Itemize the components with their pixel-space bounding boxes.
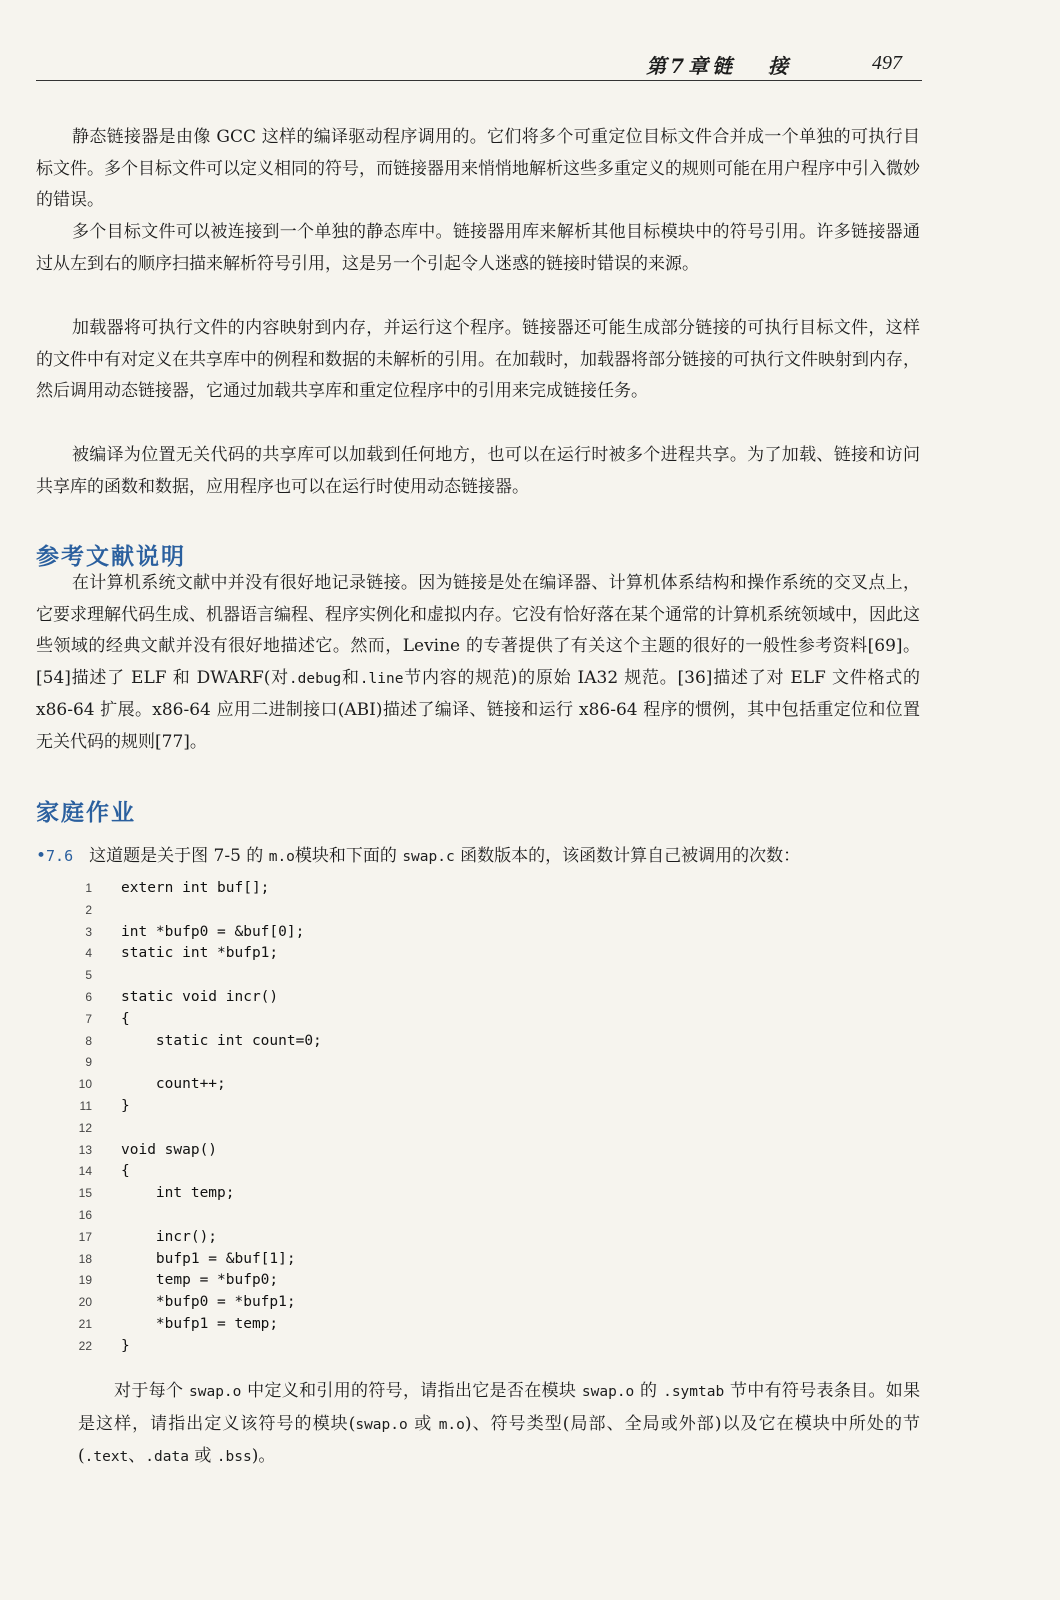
code-text: temp = *bufp0; — [121, 1272, 279, 1289]
exercise-bullet: • — [36, 846, 47, 866]
code-text: static int count=0; — [121, 1032, 322, 1049]
followup-text: )。 — [251, 1446, 276, 1466]
summary-paragraph: 多个目标文件可以被连接到一个单独的静态库中。链接器用库来解析其他目标模块中的符号引用。许多链接器通过从左到右的顺序扫描来解析符号引用，这是另一个引起令人迷惑的链接时错误的来源。 — [36, 222, 920, 274]
code-line — [72, 1118, 772, 1140]
summary-paragraph: 加载器将可执行文件的内容映射到内存，并运行这个程序。链接器还可能生成部分链接的可执行目标文件，这样的文件中有对定义在共享库中的例程和数据的未解析的引用。在加载时，加载器将部分链接的可执行文件映射到内存，然后调用动态链接器，它通过加载共享库和重定位程序中的引用来完成链接任务。 — [36, 318, 920, 401]
followup-text: 或 — [194, 1446, 212, 1466]
line-number: 15 — [78, 1186, 92, 1201]
inline-code: swap.o — [189, 1384, 242, 1400]
summary-paragraph: 被编译为位置无关代码的共享库可以加载到任何地方，也可以在运行时被多个进程共享。为了加载、链接和访问共享库的函数和数据，应用程序也可以在运行时使用动态链接器。 — [36, 445, 920, 497]
chapter-label: 第7章 — [646, 54, 712, 78]
code-line — [72, 1249, 772, 1271]
inline-code: .text — [84, 1449, 129, 1465]
exercise-followup — [78, 1376, 920, 1474]
code-line — [72, 1292, 772, 1314]
line-number: 6 — [85, 989, 92, 1004]
code-line — [72, 1031, 772, 1053]
code-line — [72, 922, 772, 944]
code-line — [72, 1227, 772, 1249]
code-text: } — [121, 1097, 130, 1114]
code-line — [72, 1270, 772, 1292]
bib-text: 和 — [341, 667, 360, 688]
code-text: { — [121, 1010, 130, 1027]
line-number: 14 — [78, 1164, 92, 1179]
code-text: incr(); — [121, 1228, 218, 1245]
inline-code: .debug — [288, 670, 342, 687]
followup-text: 中定义和引用的符号，请指出它是否在模块 — [247, 1381, 577, 1401]
line-number: 21 — [78, 1316, 92, 1331]
code-line — [72, 1140, 772, 1162]
bib-text: 节内容的规范)的原始 IA32 规范。[36]描述了对 ELF 文件格式的 x86-64 扩展。x86-64 应用二进制接口(ABI)描述了编译、链接和运行 x86-64 程序的惯例，其中包括重定位和位置无关代码的规则[77]。 — [36, 667, 921, 752]
inline-code: m.o — [268, 849, 295, 865]
code-line — [72, 1336, 772, 1358]
line-number: 1 — [85, 881, 92, 895]
code-text: bufp1 = &buf[1]; — [121, 1250, 296, 1267]
line-number: 19 — [78, 1273, 92, 1288]
inline-code: .line — [359, 670, 404, 687]
code-line — [72, 1183, 772, 1205]
line-number: 2 — [85, 902, 92, 917]
followup-text: 的 — [640, 1381, 658, 1401]
inline-code: .bss — [216, 1449, 252, 1465]
code-text: *bufp0 = *bufp1; — [121, 1294, 296, 1311]
exercise-prompt — [36, 842, 920, 871]
followup-text: 或 — [414, 1413, 433, 1434]
exercise-text: 函数版本的，该函数计算自己被调用的次数： — [460, 846, 801, 866]
summary-paragraph: 静态链接器是由像 GCC 这样的编译驱动程序调用的。它们将多个可重定位目标文件合并成一个单独的可执行目标文件。多个目标文件可以定义相同的符号，而链接器用来悄悄地解析这些多重定义的规则可能在用户程序中引入微妙的错误。 — [36, 127, 920, 210]
line-number: 16 — [78, 1207, 92, 1222]
code-line — [72, 878, 772, 900]
line-number: 13 — [78, 1142, 92, 1157]
exercise-number: 7.6 — [46, 847, 74, 865]
code-text: extern int buf[]; — [121, 880, 270, 896]
code-line — [72, 1074, 772, 1096]
line-number: 17 — [78, 1229, 92, 1244]
inline-code: .data — [145, 1449, 189, 1465]
code-text: *bufp1 = temp; — [121, 1315, 279, 1332]
page-number: 497 — [872, 52, 902, 74]
followup-text: )、符号类型(局部、全局或外部)以及它在模块中所处的节( — [78, 1413, 920, 1466]
code-listing — [72, 878, 772, 1358]
inline-code: swap.o — [581, 1384, 635, 1400]
line-number: 11 — [79, 1098, 92, 1113]
line-number: 18 — [78, 1251, 92, 1266]
code-text: void swap() — [121, 1141, 218, 1158]
code-line — [72, 943, 772, 965]
line-number: 20 — [78, 1295, 92, 1310]
line-number: 10 — [78, 1077, 92, 1092]
code-line — [72, 1009, 772, 1031]
code-text: { — [121, 1163, 130, 1180]
code-text: int temp; — [121, 1185, 235, 1202]
chapter-title: 链接 — [712, 54, 824, 78]
exercise-text: 这道题是关于图 7-5 的 — [89, 846, 264, 866]
line-number: 9 — [85, 1055, 92, 1070]
inline-code: m.o — [438, 1416, 465, 1433]
line-number: 22 — [78, 1338, 92, 1353]
followup-text: 、 — [128, 1446, 146, 1466]
code-text: static void incr() — [121, 988, 279, 1005]
bibliographic-notes-heading: 参考文献说明 — [36, 544, 186, 570]
inline-code: swap.c — [402, 849, 455, 865]
code-line — [72, 1314, 772, 1336]
followup-text: 节中有符号表条目。如果是这样，请指出定义该符号的模块( — [78, 1381, 921, 1434]
code-text: } — [121, 1337, 130, 1354]
code-line — [72, 1205, 772, 1227]
followup-text: 对于每个 — [114, 1381, 184, 1401]
code-text: static int *bufp1; — [121, 945, 279, 962]
bibliographic-notes-paragraph — [36, 568, 920, 758]
line-number: 5 — [85, 968, 92, 983]
code-text: count++; — [121, 1076, 226, 1093]
line-number: 4 — [85, 946, 92, 961]
exercise-text: 模块和下面的 — [294, 846, 397, 866]
line-number: 3 — [85, 924, 92, 939]
line-number: 7 — [85, 1011, 92, 1026]
code-line — [72, 1052, 772, 1074]
code-text: int *bufp0 = &buf[0]; — [121, 923, 305, 940]
inline-code: .symtab — [663, 1384, 725, 1400]
line-number: 8 — [85, 1033, 92, 1048]
running-header — [36, 46, 922, 81]
code-line — [72, 987, 772, 1009]
bib-text: 在计算机系统文献中并没有很好地记录链接。因为链接是处在编译器、计算机体系结构和操作系统的交叉点上，它要求理解代码生成、机器语言编程、程序实例化和虚拟内存。它没有恰好落在某个通常的计算机系统领域中，因此这些领域的经典文献并没有很好地描述它。然而，Levine 的专著提供了有关这个主题的很好的一般性参考资料[69]。[54]描述了 ELF 和 DWARF(对 — [36, 573, 920, 688]
code-line — [72, 900, 772, 922]
homework-heading: 家庭作业 — [36, 800, 136, 826]
line-number: 12 — [78, 1120, 92, 1135]
code-line — [72, 1096, 772, 1118]
code-line — [72, 1161, 772, 1183]
inline-code: swap.o — [355, 1416, 408, 1433]
code-line — [72, 965, 772, 987]
